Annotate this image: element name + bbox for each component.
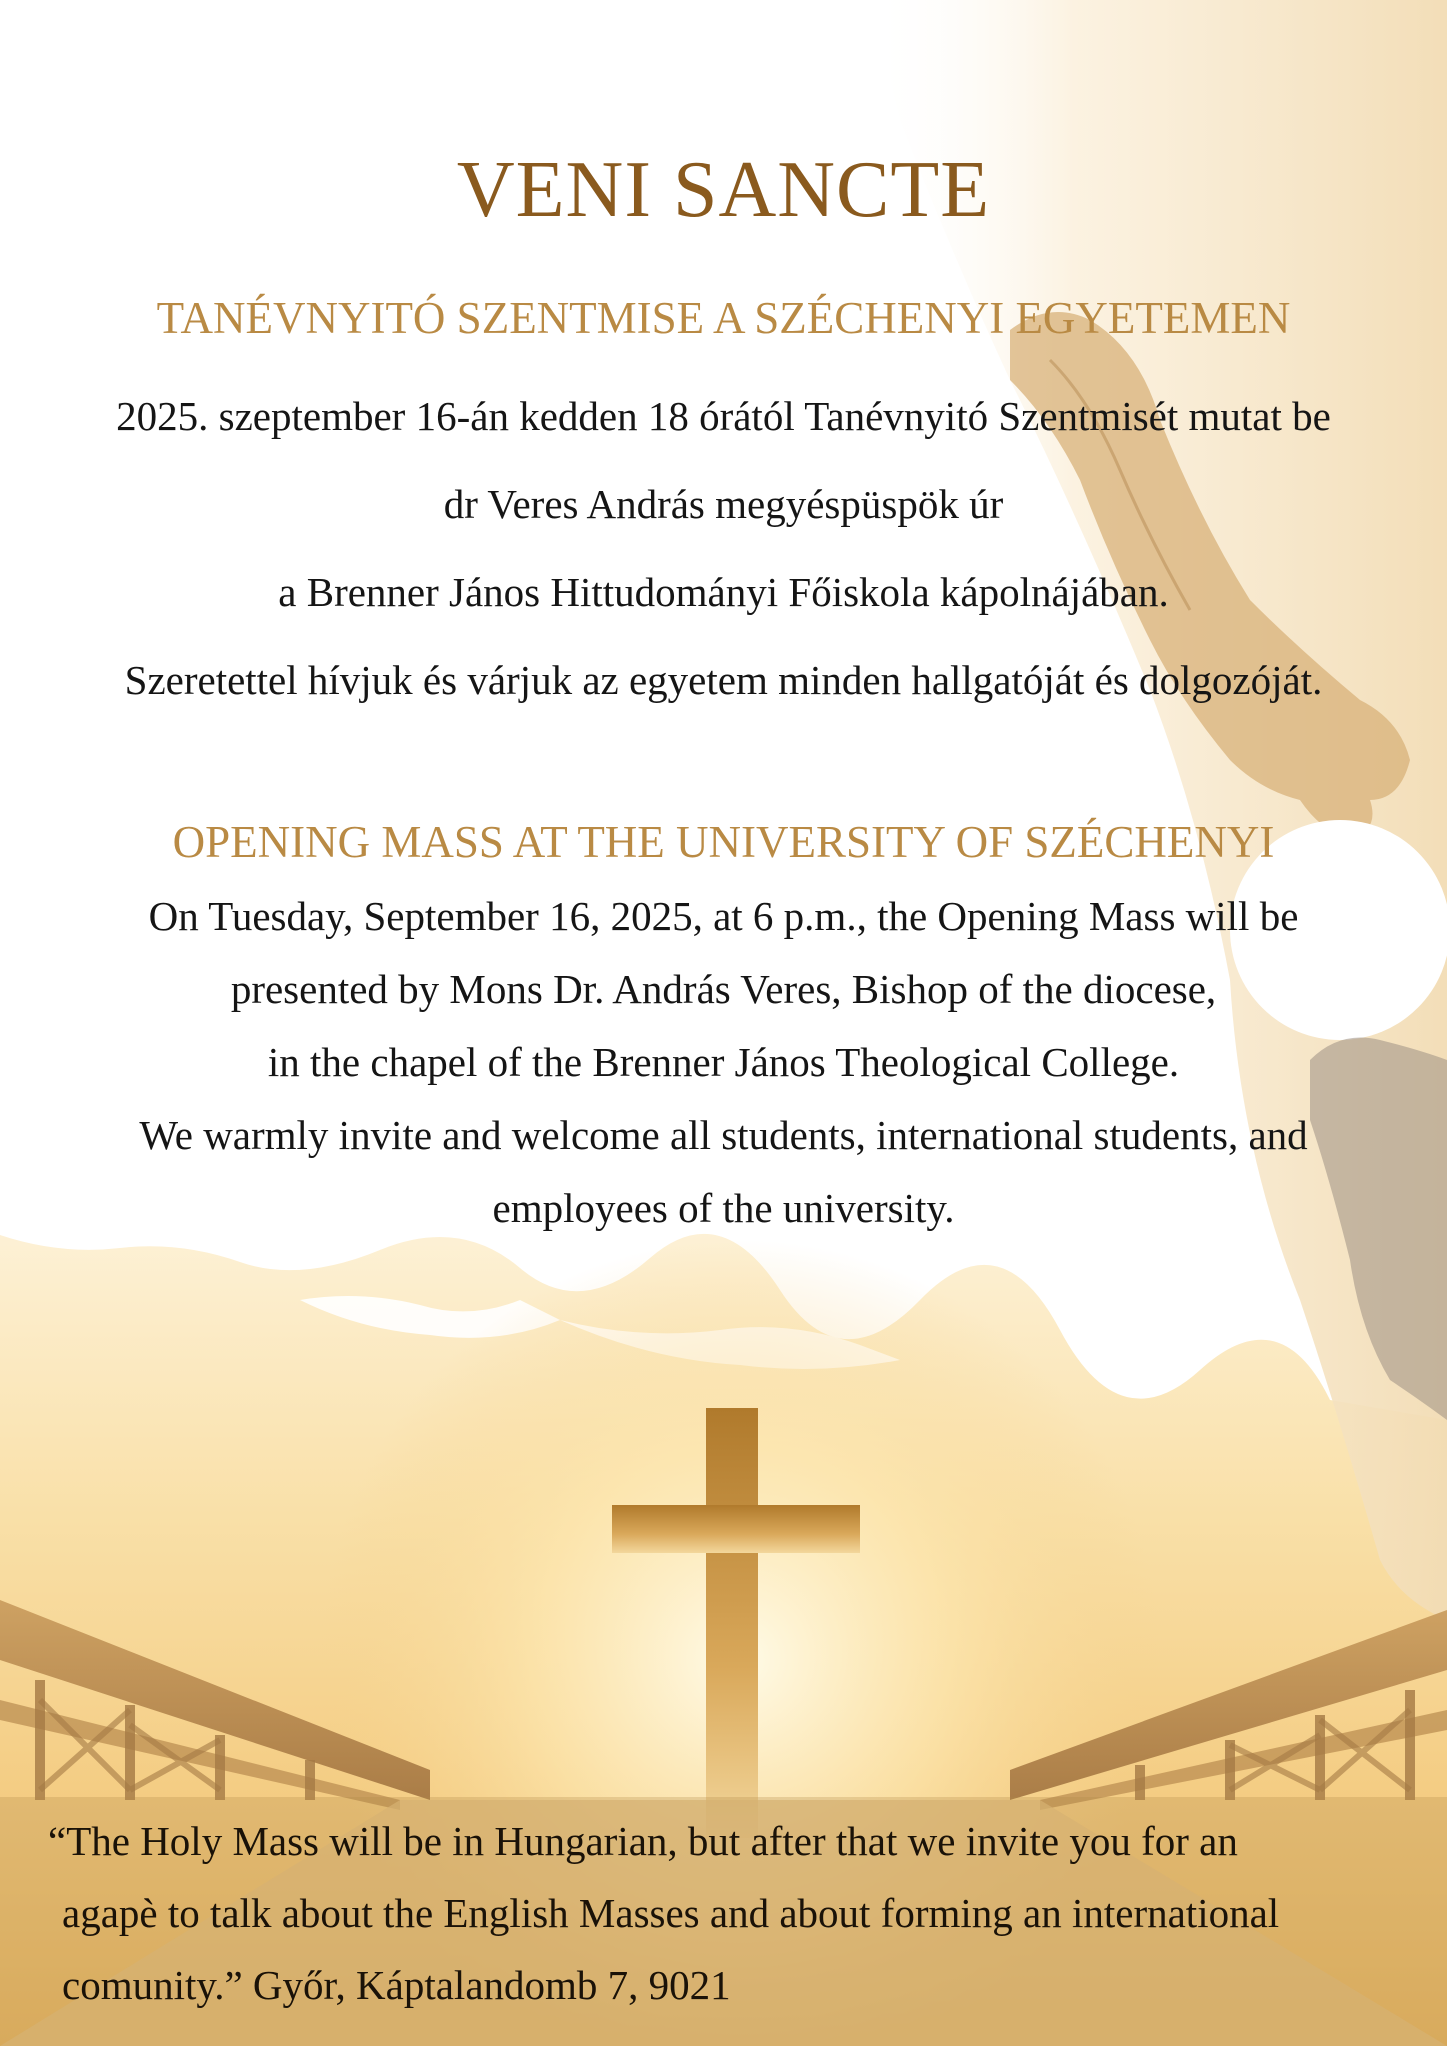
hungarian-line: dr Veres András megyéspüspök úr [443, 481, 1004, 527]
english-line: employees of the university. [492, 1185, 955, 1231]
hungarian-line: 2025. szeptember 16-án kedden 18 órától Tanévnyitó Szentmisét mutat be [116, 393, 1331, 439]
page-title: VENI SANCTE [456, 146, 991, 234]
english-line: in the chapel of the Brenner János Theological College. [267, 1039, 1180, 1085]
hungarian-heading: TANÉVNYITÓ SZENTMISE A SZÉCHENYI EGYETEMEN [156, 293, 1291, 343]
hungarian-line: Szeretettel hívjuk és várjuk az egyetem minden hallgatóját és dolgozóját. [124, 657, 1323, 703]
english-announcement [20, 880, 1427, 1245]
english-line: presented by Mons Dr. András Veres, Bishop of the diocese, [230, 966, 1217, 1012]
note-line: agapè to talk about the English Masses and about forming an international [62, 1890, 1280, 1936]
note-line: comunity.” Győr, Káptalandomb 7, 9021 [62, 1962, 731, 2008]
english-heading: OPENING MASS AT THE UNIVERSITY OF SZÉCHENYI [172, 817, 1275, 867]
hungarian-announcement [20, 372, 1427, 724]
english-line: We warmly invite and welcome all students, international students, and [139, 1112, 1308, 1158]
note-line: “The Holy Mass will be in Hungarian, but after that we invite you for an [48, 1818, 1238, 1864]
hungarian-line: a Brenner János Hittudományi Főiskola kápolnájában. [278, 569, 1169, 615]
english-line: On Tuesday, September 16, 2025, at 6 p.m., the Opening Mass will be [148, 893, 1299, 939]
note-quote [48, 1805, 1408, 2021]
